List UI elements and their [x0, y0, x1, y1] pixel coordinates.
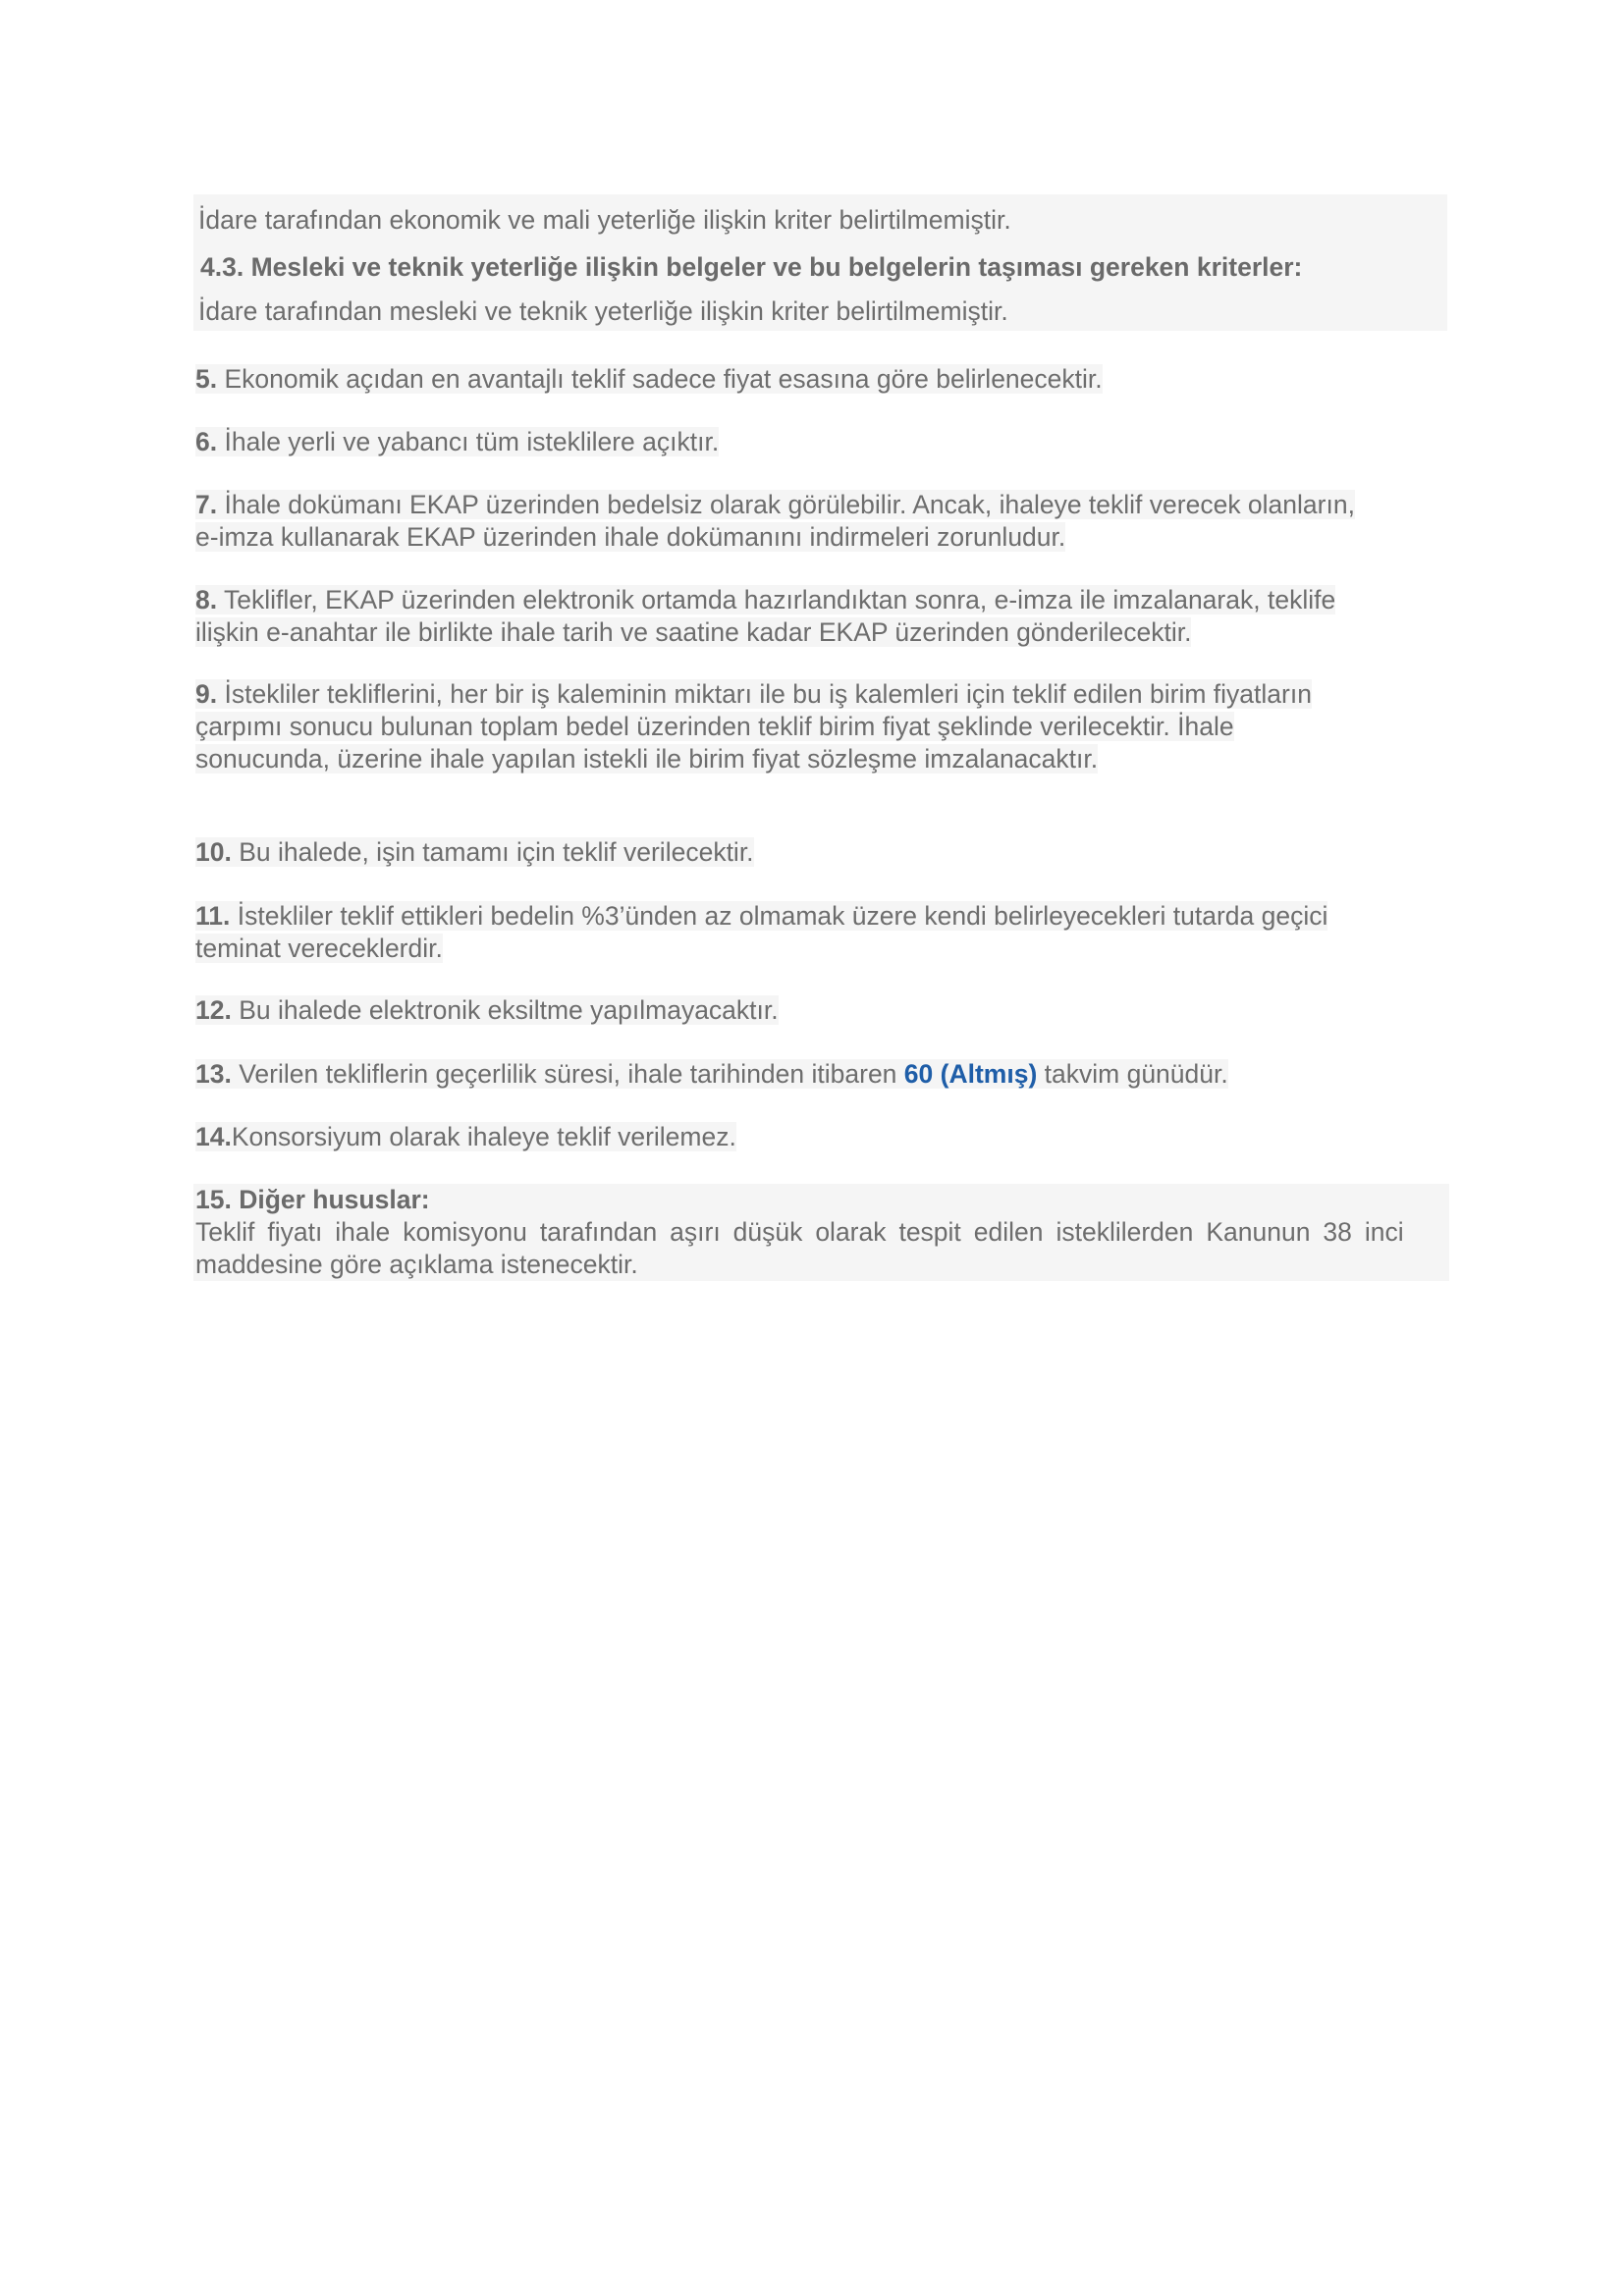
- item-10-number: 10.: [195, 837, 232, 867]
- validity-days-highlight: 60 (Altmış): [903, 1059, 1038, 1089]
- item-12-text: Bu ihalede elektronik eksiltme yapılmayacaktır.: [239, 995, 779, 1025]
- item-7-line-1: İhale dokümanı EKAP üzerinden bedelsiz olarak görülebilir. Ancak, ihaleye teklif verecek olanların,: [224, 490, 1355, 519]
- item-8: [195, 584, 1335, 649]
- item-15: [193, 1184, 1449, 1281]
- item-8-number: 8.: [195, 585, 218, 614]
- item-11-line-1: İstekliler teklif ettikleri bedelin %3’ünden az olmamak üzere kendi belirleyecekleri tutarda geçici: [237, 901, 1328, 931]
- section-4-3-heading: 4.3. Mesleki ve teknik yeterliğe ilişkin belgeler ve bu belgelerin taşıması gereken kriterler:: [200, 252, 1303, 282]
- item-5-text: Ekonomik açıdan en avantajlı teklif sadece fiyat esasına göre belirlenecektir.: [224, 364, 1103, 394]
- item-12-number: 12.: [195, 995, 232, 1025]
- item-15-heading: 15. Diğer hususlar:: [195, 1185, 430, 1214]
- item-7: [195, 489, 1355, 554]
- item-13-number: 13.: [195, 1059, 232, 1089]
- item-6-number: 6.: [195, 427, 218, 456]
- item-10-text: Bu ihalede, işin tamamı için teklif verilecektir.: [239, 837, 754, 867]
- item-8-line-2: ilişkin e-anahtar ile birlikte ihale tarih ve saatine kadar EKAP üzerinden gönderilecektir.: [195, 617, 1192, 647]
- item-14-text: Konsorsiyum olarak ihaleye teklif verilemez.: [231, 1122, 736, 1151]
- item-9-line-3: sonucunda, üzerine ihale yapılan istekli ile birim fiyat sözleşme imzalanacaktır.: [195, 744, 1099, 774]
- item-9-line-1: İstekliler tekliflerini, her bir iş kaleminin miktarı ile bu iş kalemleri için teklif edilen birim fiyatların: [224, 679, 1312, 709]
- item-9: [195, 678, 1312, 775]
- item-7-number: 7.: [195, 490, 218, 519]
- item-6-text: İhale yerli ve yabancı tüm isteklilere açıktır.: [224, 427, 720, 456]
- item-11: [195, 900, 1327, 965]
- item-15-line-2: maddesine göre açıklama istenecektir.: [195, 1250, 638, 1279]
- item-12: [195, 994, 779, 1027]
- item-9-line-2: çarpımı sonucu bulunan toplam bedel üzerinden teklif birim fiyat şeklinde verilecektir. İhale: [195, 712, 1234, 741]
- section-4-block: [193, 194, 1447, 331]
- item-14: [195, 1121, 736, 1153]
- item-8-line-1: Teklifler, EKAP üzerinden elektronik ortamda hazırlandıktan sonra, e-imza ile imzalanarak, teklife: [224, 585, 1336, 614]
- item-5: [195, 363, 1103, 396]
- item-9-number: 9.: [195, 679, 218, 709]
- item-15-line-1: Teklif fiyatı ihale komisyonu tarafından aşırı düşük olarak tespit edilen isteklilerden Kanunun 38 inci: [195, 1217, 1404, 1247]
- item-7-line-2: e-imza kullanarak EKAP üzerinden ihale dokümanını indirmeleri zorunludur.: [195, 522, 1066, 552]
- item-6: [195, 426, 719, 458]
- economic-criteria-text: İdare tarafından ekonomik ve mali yeterliğe ilişkin kriter belirtilmemiştir.: [198, 205, 1011, 235]
- technical-criteria-text: İdare tarafından mesleki ve teknik yeterliğe ilişkin kriter belirtilmemiştir.: [198, 296, 1008, 326]
- item-5-number: 5.: [195, 364, 218, 394]
- item-11-number: 11.: [195, 901, 231, 931]
- item-11-line-2: teminat vereceklerdir.: [195, 934, 443, 963]
- item-13-text-after: takvim günüdür.: [1044, 1059, 1228, 1089]
- item-10: [195, 836, 754, 869]
- item-14-number: 14.: [195, 1122, 232, 1151]
- item-13-text-before: Verilen tekliflerin geçerlilik süresi, ihale tarihinden itibaren: [239, 1059, 897, 1089]
- item-13: [195, 1058, 1228, 1091]
